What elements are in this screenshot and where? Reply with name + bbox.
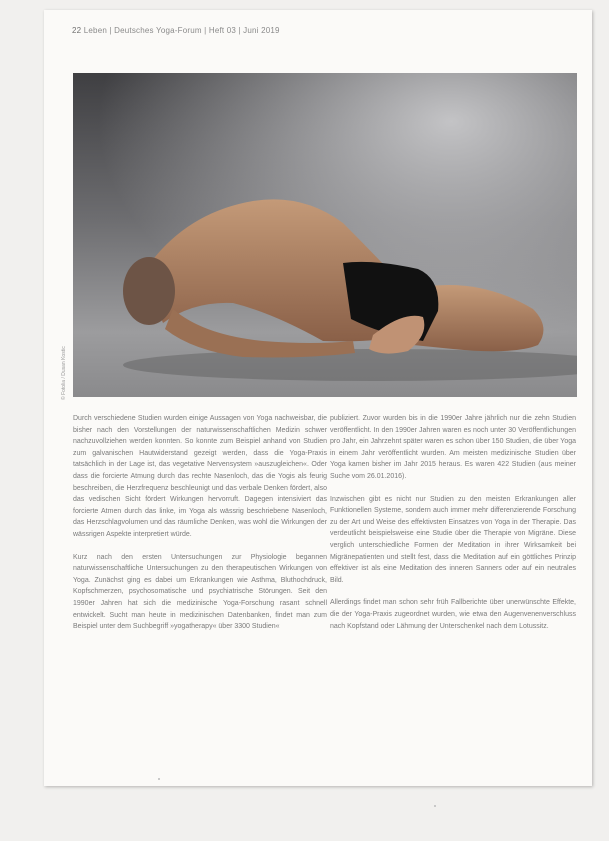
yoga-pose-photo bbox=[73, 73, 577, 397]
scan-speck bbox=[434, 805, 436, 807]
paragraph: Kurz nach den ersten Untersuchungen zur Physiologie begannen naturwissenschaftliche Untersuchungen zu den therapeutischen Wirkungen von Yoga. Zunächst ging es dabei um Erkrankungen wie Asthma, Bluthochdruck, Kopfschmerzen, psychosomatische und psychiatrische Störungen. Seit den 1990er Jahren hat sich die medizinische Yoga-Forschung rasant schnell entwickelt. Sucht man heute in medizinischen Datenbanken, findet man zum Beispiel unter dem Suchbegriff »yogatherapy« über 3300 Studien« bbox=[73, 553, 327, 631]
paragraph: Inzwischen gibt es nicht nur Studien zu den meisten Erkrankungen aller Funktionellen Systeme, sondern auch immer mehr differenzierende Forschung zu der Art und Weise des effektivsten Einsatzes von Yoga in der Therapie. Das verdeutlicht beispielsweise eine Studie über die Therapie von Migräne. Diese verglich unterschiedliche Formen der Meditation in ihrer Wirksamkeit bei Migränepatienten und stellt fest, dass die Meditation auf ein göttliches Prinzip effektiver ist als eine Meditation des inneren Sanners oder auf ein neutrales Bild. bbox=[330, 495, 576, 584]
photo-credit: © Fotolia / Dusan Kostic bbox=[61, 346, 67, 400]
page-header bbox=[72, 26, 280, 35]
paragraph: publiziert. Zuvor wurden bis in die 1990er Jahre jährlich nur die zehn Studien veröffentlicht. In den 1990er Jahren waren es noch unter 30 Veröffentlichungen pro Jahr, ein Jahrzehnt später waren es schon über 150 Studien, die über Yoga in einem Jahr veröffentlicht wurden. Am meisten medizinische Studien über Yoga kamen bisher im Jahr 2015 heraus. Es waren 422 Studien (aus meiner Suche vom 26.01.2016). bbox=[330, 415, 576, 480]
scan-speck bbox=[158, 778, 160, 780]
page-number: 22 bbox=[72, 26, 82, 35]
paragraph: Allerdings findet man schon sehr früh Fallberichte über unerwünschte Effekte, die der Yoga-Praxis zugeordnet wurden, wie etwa den Augenvenenverschluss nach Kopfstand oder Lähmung der Unterschenkel nach dem Lotussitz. bbox=[330, 599, 576, 630]
text-column-right bbox=[330, 413, 576, 643]
text-column-left bbox=[73, 413, 327, 644]
header-rest: | Deutsches Yoga-Forum | Heft 03 | Juni 2019 bbox=[109, 26, 280, 35]
section-name: Leben bbox=[83, 26, 107, 35]
paragraph: Durch verschiedene Studien wurden einige Aussagen von Yoga nachweisbar, die bisher nach den Vorstellungen der naturwissenschaftlichen Medizin schwer nachzuvollziehen werden konnten. So konnte zum Beispiel anhand von Studien zum galvanischen Hautwiderstand gezeigt werden, dass die Yoga-Praxis tatsächlich in der Lage ist, das vegetative Nervensystem »auszugleichen«. Oder dass die forcierte Atmung durch das rechte Nasenloch, das die Yogis als feurig beschreiben, die Herzfrequenz beschleunigt und das verbale Denken fördert, also das vedischen Sicht fördert Wirkungen hervorruft. Dagegen intensiviert das forcierte Atmen durch das linke, im Yoga als wässrig beschriebene Nasenloch, das Herzschlagvolumen und das räumliche Denken, was wohl die Wirkungen der wässrigen Aspekte interpretiert würde. bbox=[73, 415, 327, 538]
